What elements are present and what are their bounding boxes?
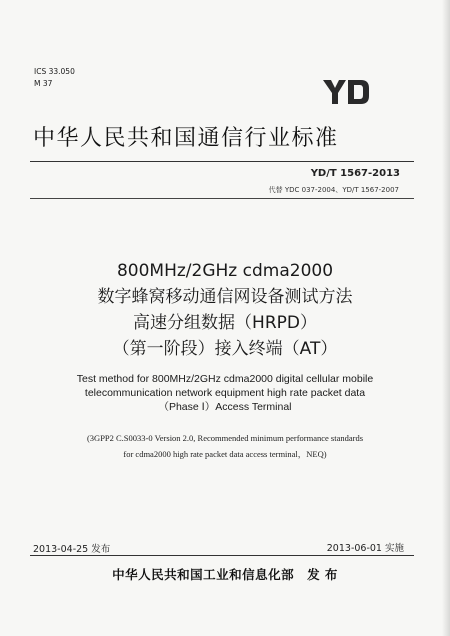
reference-note bbox=[0, 430, 450, 462]
chinese-title-line1: 800MHz/2GHz cdma2000 bbox=[116, 261, 334, 281]
ics-code: ICS 33.050 bbox=[34, 67, 75, 76]
ccs-code: M 37 bbox=[34, 79, 53, 88]
standard-number: YD/T 1567-2013 bbox=[310, 168, 400, 179]
yd-logo bbox=[322, 79, 370, 105]
standard-title: 中华人民共和国通信行业标准 bbox=[33, 126, 339, 151]
chinese-title-line4: （第一阶段）接入终端（AT） bbox=[112, 339, 338, 359]
reference-note-line2: for cdma2000 high rate packet data access terminal，NEQ) bbox=[123, 449, 327, 459]
reference-note-line1: (3GPP2 C.S0033-0 Version 2.0, Recommended minimum performance standards bbox=[86, 433, 364, 443]
issue-date: 2013-04-25 发布 bbox=[33, 544, 111, 555]
english-title-line1: Test method for 800MHz/2GHz cdma2000 digital cellular mobile bbox=[76, 373, 374, 385]
divider-bottom bbox=[30, 555, 414, 556]
divider-middle bbox=[30, 198, 414, 199]
divider-top bbox=[30, 161, 414, 162]
replaces-note: 代替 YDC 037-2004、YD/T 1567-2007 bbox=[268, 186, 399, 194]
english-title bbox=[0, 372, 450, 414]
english-title-line2: telecommunication network equipment high rate packet data bbox=[84, 387, 366, 399]
chinese-title-line3: 高速分组数据（HRPD） bbox=[133, 313, 317, 333]
classification-codes bbox=[34, 66, 75, 90]
chinese-title-line2: 数字蜂窝移动通信网设备测试方法 bbox=[97, 287, 353, 307]
english-title-line3: （Phase Ⅰ）Access Terminal bbox=[158, 401, 292, 413]
publisher: 中华人民共和国工业和信息化部 发 布 bbox=[112, 567, 338, 582]
chinese-title bbox=[0, 258, 450, 362]
implementation-date: 2013-06-01 实施 bbox=[326, 543, 404, 554]
